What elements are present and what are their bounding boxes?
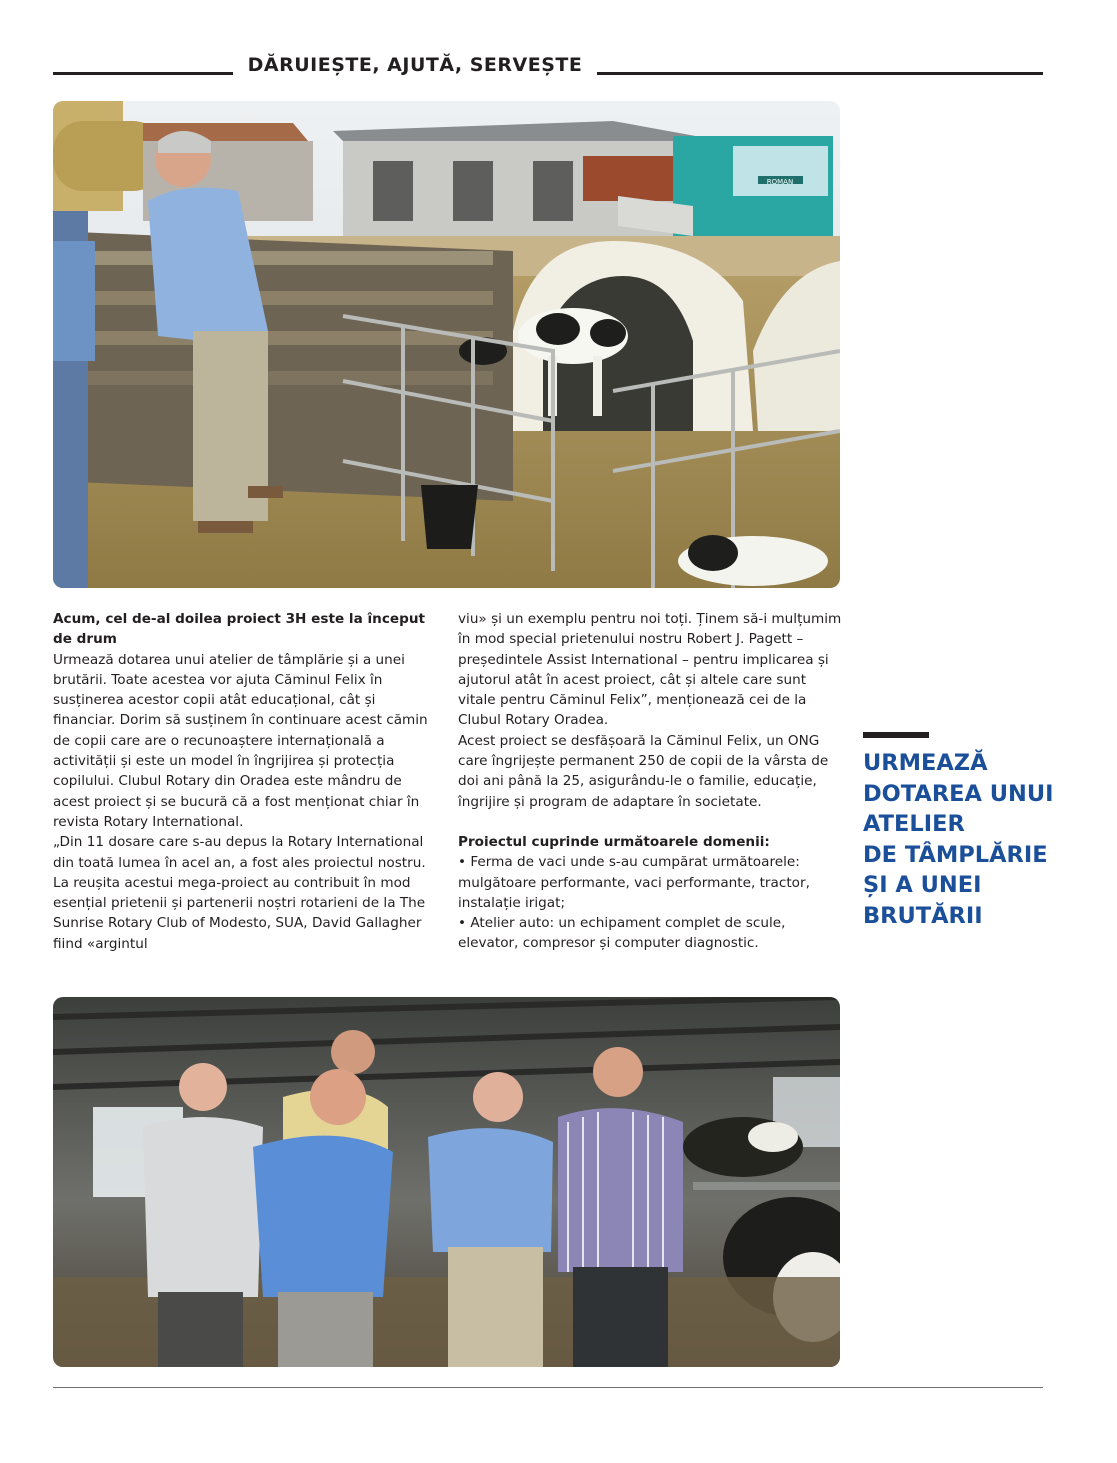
photo-group-in-barn	[53, 997, 840, 1367]
pull-quote-line: DOTAREA UNUI	[863, 780, 1054, 807]
domains-heading: Proiectul cuprinde următoarele domenii:	[458, 833, 770, 850]
article-column-right	[458, 609, 843, 954]
section-title: DĂRUIEȘTE, AJUTĂ, SERVEȘTE	[247, 54, 583, 76]
pull-quote-line: ATELIER	[863, 811, 965, 837]
header-rule-left	[53, 72, 233, 75]
list-item: • Atelier auto: un echipament complet de scule, elevator, compresor și computer diagnostic.	[458, 915, 786, 952]
paragraph: Urmează dotarea unui atelier de tâmplărie și a unei brutării. Toate acestea vor ajuta Căminul Felix în susținerea acestor copii atât educațional, cât și financiar. Dorim să susținem în continuare acest cămin de copii care are o recunoaștere internațională a activității și este un model în îngrijirea și protecția copilului. Clubul Rotary din Oradea este mândru de acest proiect și se bucură că a fost menționat chiar în revista Rotary International.	[53, 651, 428, 830]
header-rule-right	[597, 72, 1043, 75]
article-column-left	[53, 609, 438, 954]
footer-rule	[53, 1387, 1043, 1388]
paragraph-spacer	[458, 812, 843, 832]
pull-quote-line: DE TÂMPLĂRIE	[863, 841, 1048, 868]
pull-quote-line: BRUTĂRII	[863, 902, 983, 929]
truck-badge: ROMAN	[766, 178, 794, 186]
list-item: • Ferma de vaci unde s-au cumpărat următoarele: mulgătoare performante, vaci performante, tractor, instalație irigat;	[458, 854, 810, 911]
paragraph: „Din 11 dosare care s-au depus la Rotary International din toată lumea în acel an, a fost ales proiectul nostru. La reușita acestui mega-proiect au contribuit în mod esențial prietenii și partenerii noștri rotarieni de la The Sunrise Rotary Club of Modesto, SUA, David Gallagher fiind «argintul	[53, 834, 426, 952]
pull-quote	[863, 748, 1053, 931]
paragraph: Acest proiect se desfășoară la Căminul Felix, un ONG care îngrijește permanent 250 de copii de la vârsta de doi ani până la 25, asigurându-le o familie, educație, îngrijire și program de adaptare în societate.	[458, 732, 829, 810]
paragraph: viu» și un exemplu pentru noi toți. Ținem să-i mulțumim în mod special prietenului nostru Robert J. Pagett – președintele Assist International – pentru implicarea și ajutorul atât în acest proiect, cât și altele care sunt vitale pentru Căminul Felix”, menționează cei de la Clubul Rotary Oradea.	[458, 611, 842, 729]
section-heading: Acum, cel de-al doilea proiect 3H este la început de drum	[53, 611, 426, 648]
pull-quote-line: URMEAZĂ	[863, 750, 988, 776]
photo-calf-pens	[53, 101, 840, 588]
pull-quote-bar	[863, 732, 929, 738]
pull-quote-line: ȘI A UNEI	[863, 872, 982, 898]
